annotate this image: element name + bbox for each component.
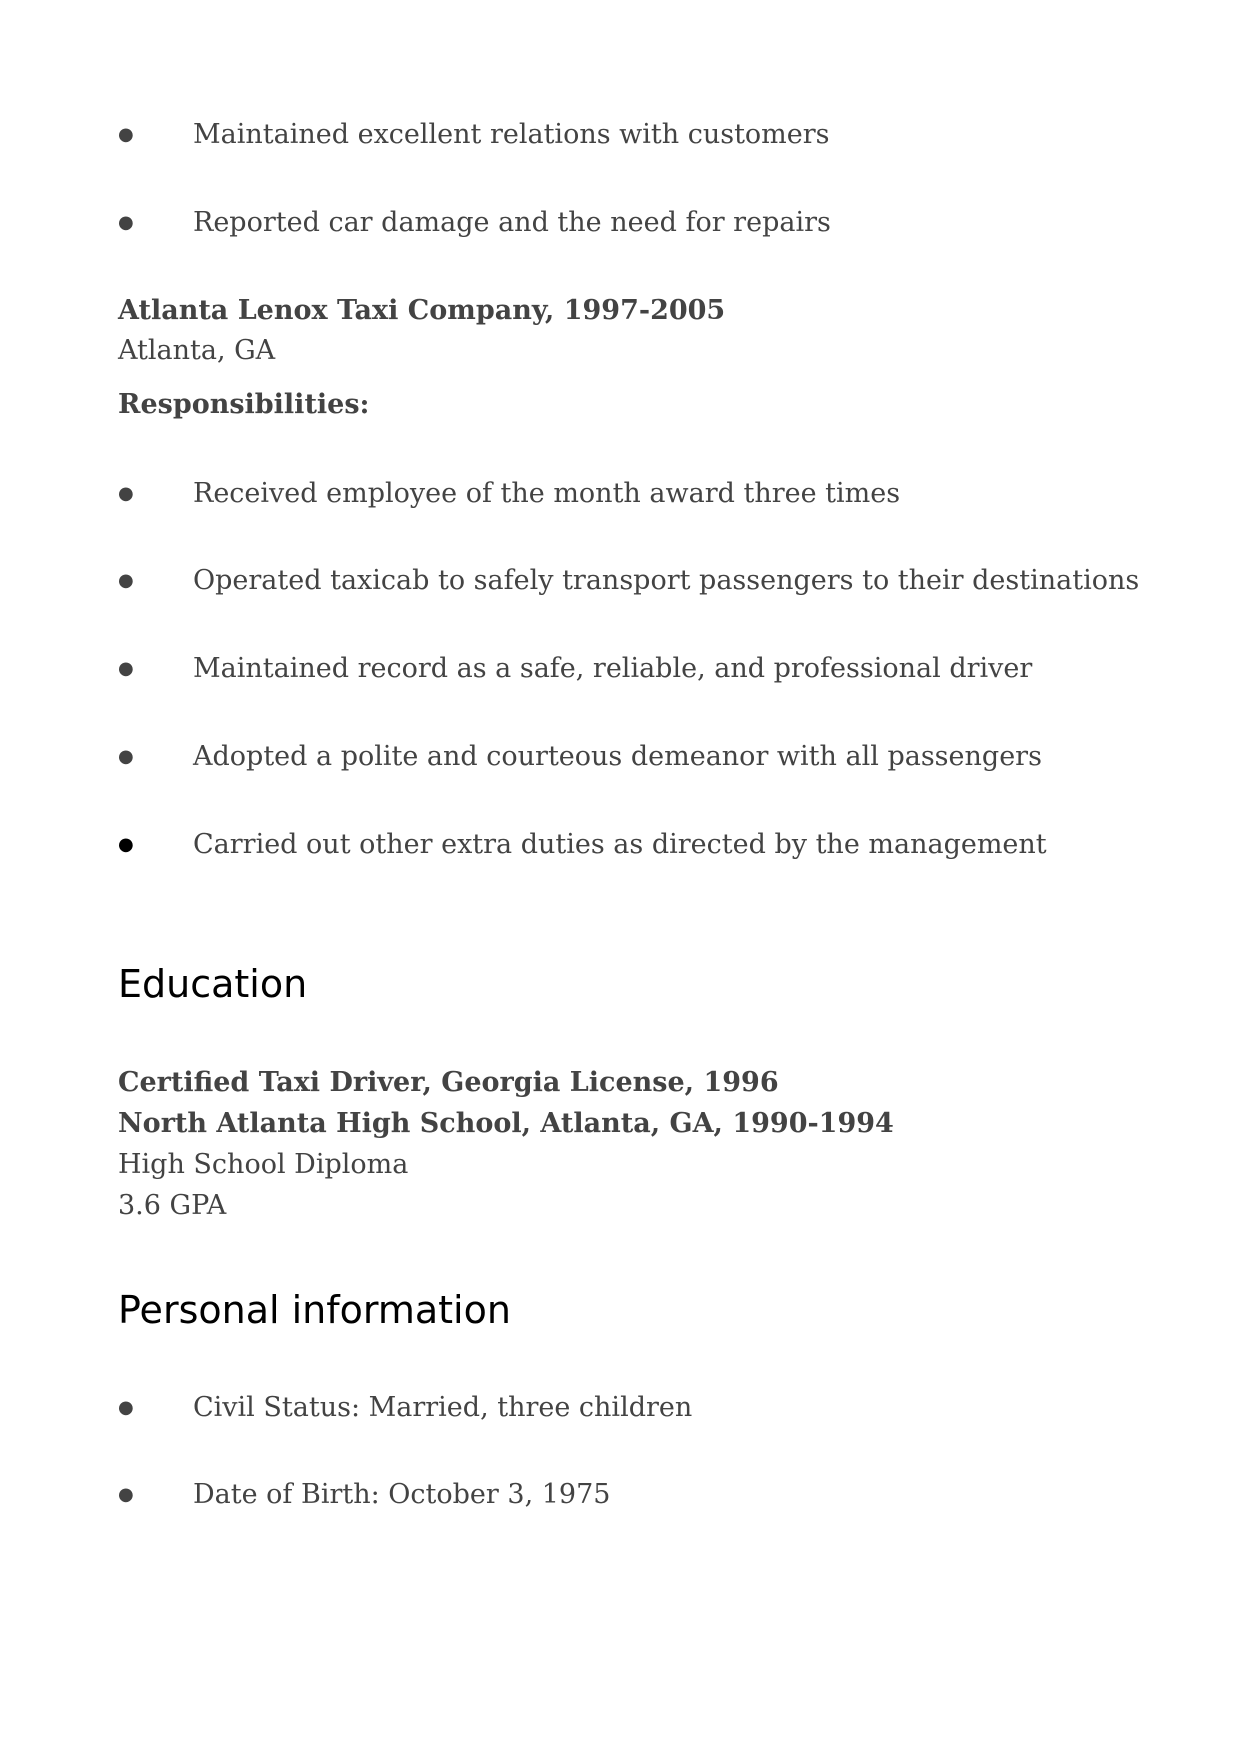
bullet-marker: ● bbox=[118, 1397, 134, 1418]
education-heading: Education bbox=[118, 962, 308, 1006]
list-item: Civil Status: Married, three children bbox=[193, 1392, 693, 1423]
bullet-marker: ● bbox=[118, 834, 134, 855]
list-item: Adopted a polite and courteous demeanor with all passengers bbox=[193, 741, 1042, 772]
company-location: Atlanta, GA bbox=[118, 335, 276, 366]
bullet-marker: ● bbox=[118, 746, 134, 767]
list-item: Maintained excellent relations with customers bbox=[193, 119, 830, 150]
list-item: Carried out other extra duties as directed by the management bbox=[193, 829, 1047, 860]
bullet-marker: ● bbox=[118, 483, 134, 504]
list-item: Operated taxicab to safely transport passengers to their destinations bbox=[193, 565, 1140, 596]
company-name: Atlanta Lenox Taxi Company, 1997-2005 bbox=[118, 295, 726, 326]
school: North Atlanta High School, Atlanta, GA, 1990-1994 bbox=[118, 1108, 894, 1139]
certification: Certified Taxi Driver, Georgia License, 1996 bbox=[118, 1067, 779, 1098]
diploma: High School Diploma bbox=[118, 1149, 409, 1180]
bullet-marker: ● bbox=[118, 124, 134, 145]
bullet-marker: ● bbox=[118, 1484, 134, 1505]
personal-heading: Personal information bbox=[118, 1288, 511, 1332]
list-item: Maintained record as a safe, reliable, and professional driver bbox=[193, 653, 1033, 684]
bullet-marker: ● bbox=[118, 212, 134, 233]
bullet-marker: ● bbox=[118, 658, 134, 679]
list-item: Reported car damage and the need for repairs bbox=[193, 207, 831, 238]
list-item: Received employee of the month award three times bbox=[193, 478, 901, 509]
bullet-marker: ● bbox=[118, 570, 134, 591]
list-item: Date of Birth: October 3, 1975 bbox=[193, 1479, 611, 1510]
responsibilities-label: Responsibilities: bbox=[118, 389, 370, 420]
gpa: 3.6 GPA bbox=[118, 1190, 227, 1221]
